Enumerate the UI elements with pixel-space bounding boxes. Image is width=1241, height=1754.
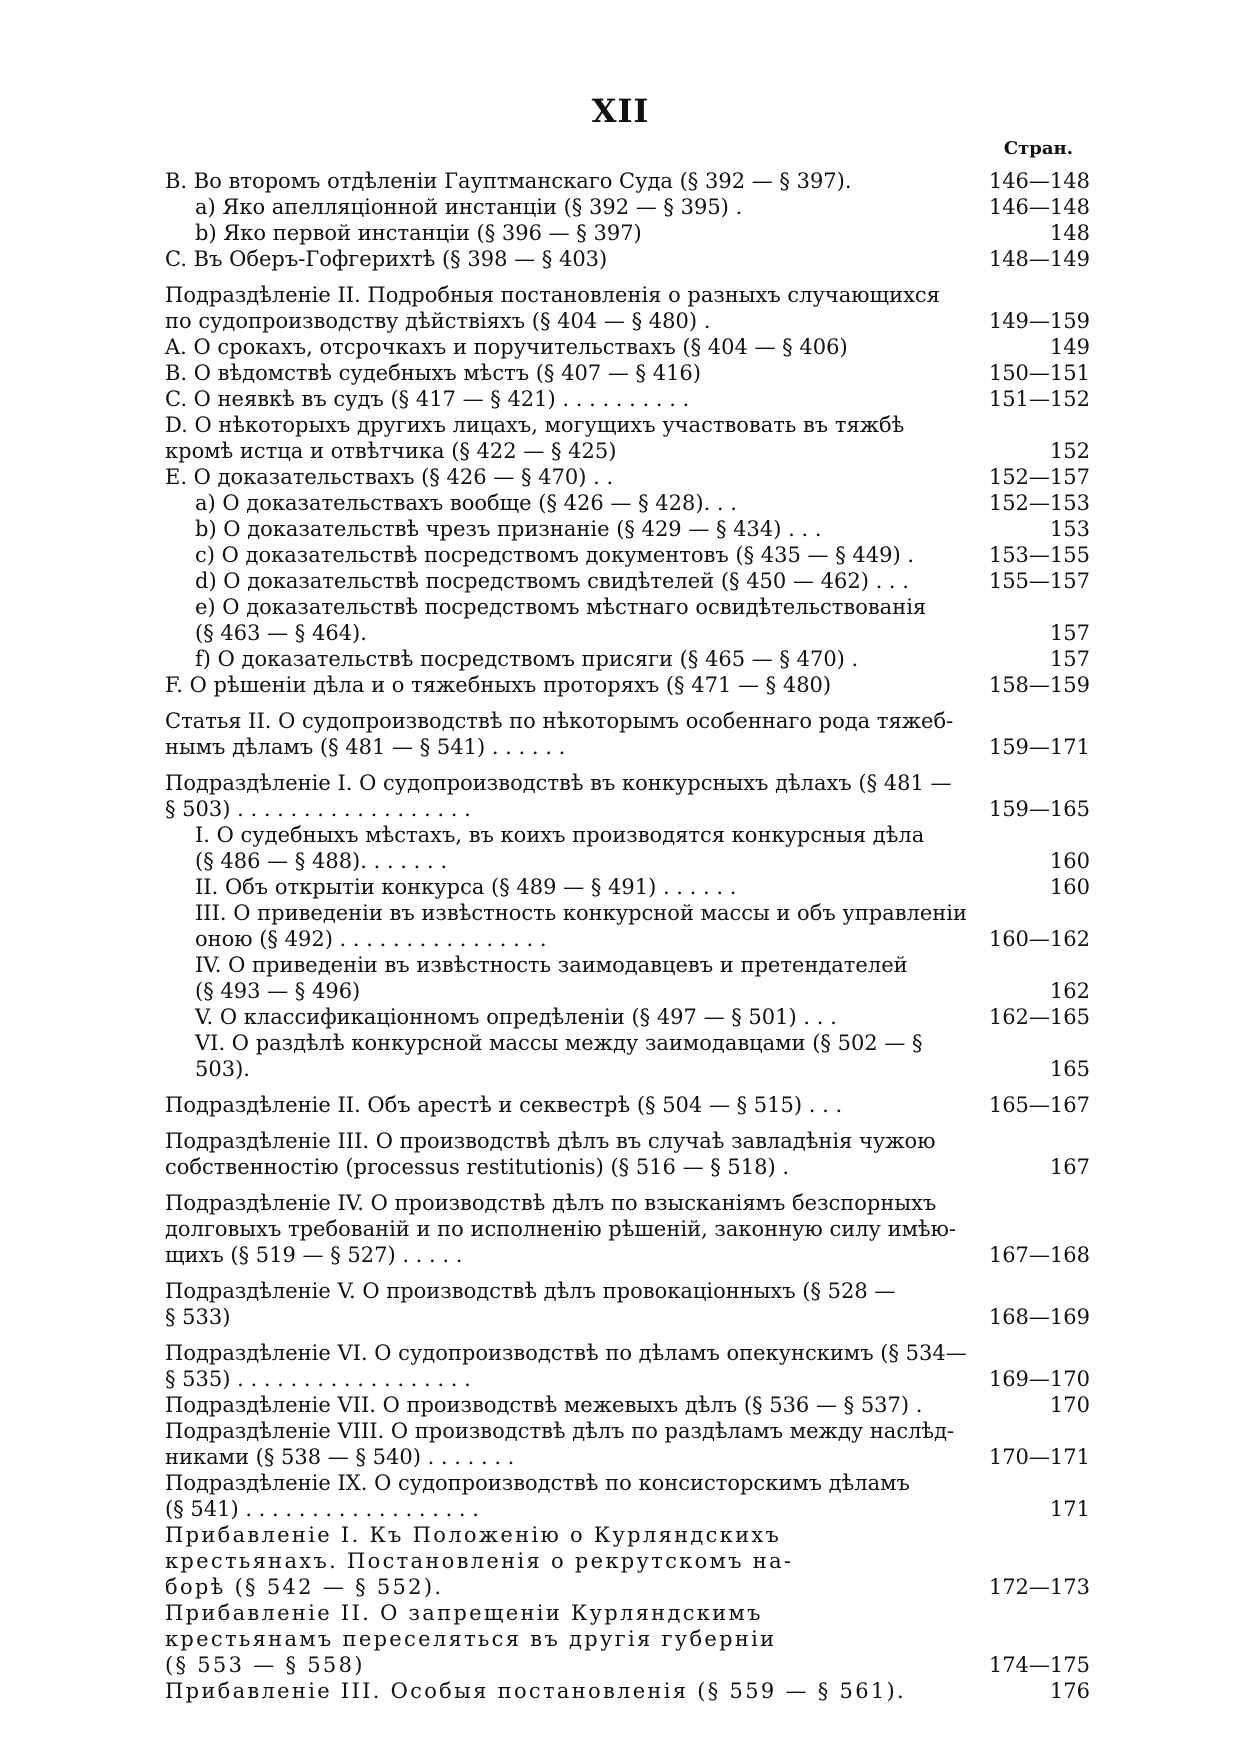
toc-entry-title: V. О классификаціонномъ опредѣленіи (§ 497 — § 501) . . . — [195, 1005, 837, 1029]
toc-entry — [165, 672, 1090, 698]
toc-entry — [165, 594, 1090, 646]
toc-entry-title: C. О неявкѣ въ судъ (§ 417 — § 421) . . . . . . . . . . — [165, 387, 690, 411]
toc-entry-title: Прибавленіе II. О запрещеніи Курляндскимъ крестьянамъ переселяться въ другія губерніи (§ 553 — § 558) — [165, 1601, 777, 1677]
toc-entry-pages: 162—165 — [988, 1005, 1090, 1029]
toc-entry — [165, 194, 1090, 220]
toc-entry-pages: 158—159 — [988, 673, 1090, 697]
toc-entry-title: f) О доказательствѣ посредствомъ присяги (§ 465 — § 470) . — [195, 647, 859, 671]
toc-entry-title: II. Объ открытіи конкурса (§ 489 — § 491) . . . . . . — [195, 875, 737, 899]
toc-entry — [165, 542, 1090, 568]
toc-entry-title: Подраздѣленіе I. О судопроизводствѣ въ конкурсныхъ дѣлахъ (§ 481 — § 503) . . . . . . . . . . . . . . . . . . — [165, 771, 952, 821]
toc-entry-title: F. О рѣшеніи дѣла и о тяжебныхъ проторяхъ (§ 471 — § 480) — [165, 673, 832, 697]
toc-entry-pages: 176 — [1049, 1679, 1090, 1703]
toc-entry-title: Подраздѣленіе IV. О производствѣ дѣлъ по взысканіямъ безспорныхъ долговыхъ требованій и по исполненію рѣшеній, законную силу имѣю- щихъ (§ 519 — § 527) . . . . . — [165, 1191, 956, 1267]
toc-entry-title: B. Во второмъ отдѣленіи Гауптманскаго Суда (§ 392 — § 397). — [165, 169, 852, 193]
toc-entry — [165, 516, 1090, 542]
toc-entry — [165, 1092, 1090, 1118]
toc-entry-pages: 174—175 — [988, 1653, 1090, 1677]
toc-entry-title: I. О судебныхъ мѣстахъ, въ коихъ производятся конкурсныя дѣла (§ 486 — § 488). . . . . . . — [195, 823, 925, 873]
toc-entry — [165, 1678, 1090, 1704]
toc-entry-title: Подраздѣленіе VIII. О производствѣ дѣлъ по раздѣламъ между наслѣд- никами (§ 538 — § 540) . . . . . . . — [165, 1419, 955, 1469]
toc-entry — [165, 900, 1090, 952]
toc-entry-title: c) О доказательствѣ посредствомъ документовъ (§ 435 — § 449) . — [195, 543, 915, 567]
toc-entry — [165, 822, 1090, 874]
toc-entry — [165, 874, 1090, 900]
toc-entry — [165, 1522, 1090, 1600]
toc-entry-title: Подраздѣленіе IX. О судопроизводствѣ по консисторскимъ дѣламъ (§ 541) . . . . . . . . . . . . . . . . . . — [165, 1471, 910, 1521]
toc-entry — [165, 708, 1090, 760]
toc-entry-pages: 151—152 — [988, 387, 1090, 411]
toc-entry-title: III. О приведеніи въ извѣстность конкурсной массы и объ управленіи оною (§ 492) . . . . . . . . . . . . . . . . — [195, 901, 967, 951]
toc-entry-pages: 159—165 — [988, 797, 1090, 821]
toc-entry — [165, 1340, 1090, 1392]
toc-entry-pages: 159—171 — [988, 735, 1090, 759]
toc-entry — [165, 412, 1090, 464]
toc-entry-pages: 153—155 — [988, 543, 1090, 567]
toc-entry-pages: 149 — [1049, 335, 1090, 359]
toc-entry-pages: 162 — [1049, 979, 1090, 1003]
toc-entry — [165, 282, 1090, 334]
toc-entry — [165, 168, 1090, 194]
toc-entry-pages: 150—151 — [988, 361, 1090, 385]
toc-entry-pages: 160 — [1049, 875, 1090, 899]
toc-entry — [165, 246, 1090, 272]
toc-entry — [165, 360, 1090, 386]
toc-entry-title: Подраздѣленіе VI. О судопроизводствѣ по дѣламъ опекунскимъ (§ 534— § 535) . . . . . . . . . . . . . . . . . . — [165, 1341, 967, 1391]
toc-entry-title: Статья II. О судопроизводствѣ по нѣкоторымъ особеннаго рода тяжеб- нымъ дѣламъ (§ 481 — § 541) . . . . . . — [165, 709, 954, 759]
toc-entry-title: Прибавленіе III. Особыя постановленія (§ 559 — § 561). — [165, 1679, 906, 1703]
pages-column-header: Стран. — [1003, 138, 1073, 159]
toc-entry-title: D. О нѣкоторыхъ другихъ лицахъ, могущихъ участвовать въ тяжбѣ кромѣ истца и отвѣтчика (§ 422 — § 425) — [165, 413, 905, 463]
toc-entry — [165, 568, 1090, 594]
toc-entry — [165, 386, 1090, 412]
toc-entry-title: a) О доказательствахъ вообще (§ 426 — § 428). . . — [195, 491, 737, 515]
toc-entry-title: IV. О приведеніи въ извѣстность заимодавцевъ и претендателей (§ 493 — § 496) — [195, 953, 908, 1003]
toc-entry-pages: 152 — [1049, 439, 1090, 463]
toc-entry-pages: 146—148 — [988, 169, 1090, 193]
toc-entry-pages: 148 — [1049, 221, 1090, 245]
toc-entry-pages: 167—168 — [988, 1243, 1090, 1267]
toc-entry-title: C. Въ Оберъ-Гофгерихтѣ (§ 398 — § 403) — [165, 247, 608, 271]
toc-entry-pages: 168—169 — [988, 1305, 1090, 1329]
toc-entry-title: a) Яко апелляціонной инстанціи (§ 392 — § 395) . — [195, 195, 743, 219]
toc-entry-title: Прибавленіе I. Къ Положенію о Курляндскихъ крестьянахъ. Постановленія о рекрутскомъ на- борѣ (§ 542 — § 552). — [165, 1523, 794, 1599]
toc-entry-title: Подраздѣленіе VII. О производствѣ межевыхъ дѣлъ (§ 536 — § 537) . — [165, 1393, 923, 1417]
toc-entry — [165, 1418, 1090, 1470]
toc-entry-pages: 165—167 — [988, 1093, 1090, 1117]
toc-entry-title: E. О доказательствахъ (§ 426 — § 470) . . — [165, 465, 614, 489]
toc-entry — [165, 952, 1090, 1004]
toc-entry-pages: 170—171 — [988, 1445, 1090, 1469]
toc-entry-title: VI. О раздѣлѣ конкурсной массы между заимодавцами (§ 502 — § 503). — [195, 1031, 923, 1081]
toc-entry-pages: 152—153 — [988, 491, 1090, 515]
toc-entry — [165, 464, 1090, 490]
toc-entry — [165, 1128, 1090, 1180]
toc-entry — [165, 1190, 1090, 1268]
toc-entry-title: e) О доказательствѣ посредствомъ мѣстнаго освидѣтельствованія (§ 463 — § 464). — [195, 595, 927, 645]
toc-entry-title: B. О вѣдомствѣ судебныхъ мѣстъ (§ 407 — § 416) — [165, 361, 701, 385]
toc-entry-pages: 172—173 — [988, 1575, 1090, 1599]
toc-entry-title: Подраздѣленіе II. Подробныя постановленія о разныхъ случающихся по судопроизводству дѣйствіяхъ (§ 404 — § 480) . — [165, 283, 940, 333]
toc-entry-title: Подраздѣленіе II. Объ арестѣ и секвестрѣ (§ 504 — § 515) . . . — [165, 1093, 843, 1117]
toc-entry — [165, 1030, 1090, 1082]
toc-entry-pages: 167 — [1049, 1155, 1090, 1179]
toc-entry-pages: 152—157 — [988, 465, 1090, 489]
toc-entry-pages: 146—148 — [988, 195, 1090, 219]
toc-entry-pages: 149—159 — [988, 309, 1090, 333]
toc-entry — [165, 770, 1090, 822]
toc-entry-title: Подраздѣленіе V. О производствѣ дѣлъ провокаціонныхъ (§ 528 — § 533) — [165, 1279, 896, 1329]
page-number: XII — [591, 92, 650, 130]
toc-entry-pages: 170 — [1049, 1393, 1090, 1417]
toc-entry-pages: 157 — [1049, 647, 1090, 671]
toc-entry — [165, 490, 1090, 516]
toc-entry — [165, 646, 1090, 672]
toc-entry — [165, 1004, 1090, 1030]
toc-entry — [165, 1278, 1090, 1330]
toc-entry — [165, 1392, 1090, 1418]
toc-entry — [165, 1600, 1090, 1678]
toc-entry-title: A. О срокахъ, отсрочкахъ и поручительствахъ (§ 404 — § 406) — [165, 335, 848, 359]
table-of-contents — [165, 168, 1090, 1704]
toc-entry-pages: 165 — [1049, 1057, 1090, 1081]
toc-entry-pages: 153 — [1049, 517, 1090, 541]
toc-entry-pages: 169—170 — [988, 1367, 1090, 1391]
toc-entry — [165, 334, 1090, 360]
toc-entry-pages: 160—162 — [988, 927, 1090, 951]
toc-entry-title: b) Яко первой инстанціи (§ 396 — § 397) — [195, 221, 642, 245]
toc-entry-title: b) О доказательствѣ чрезъ признаніе (§ 429 — § 434) . . . — [195, 517, 822, 541]
toc-entry-title: d) О доказательствѣ посредствомъ свидѣтелей (§ 450 — 462) . . . — [195, 569, 909, 593]
toc-entry — [165, 220, 1090, 246]
toc-entry-title: Подраздѣленіе III. О производствѣ дѣлъ въ случаѣ завладѣнія чужою собственностію (processus restitutionis) (§ 516 — § 518) . — [165, 1129, 936, 1179]
toc-entry — [165, 1470, 1090, 1522]
toc-entry-pages: 148—149 — [988, 247, 1090, 271]
toc-entry-pages: 171 — [1049, 1497, 1090, 1521]
toc-entry-pages: 157 — [1049, 621, 1090, 645]
toc-entry-pages: 155—157 — [988, 569, 1090, 593]
toc-entry-pages: 160 — [1049, 849, 1090, 873]
